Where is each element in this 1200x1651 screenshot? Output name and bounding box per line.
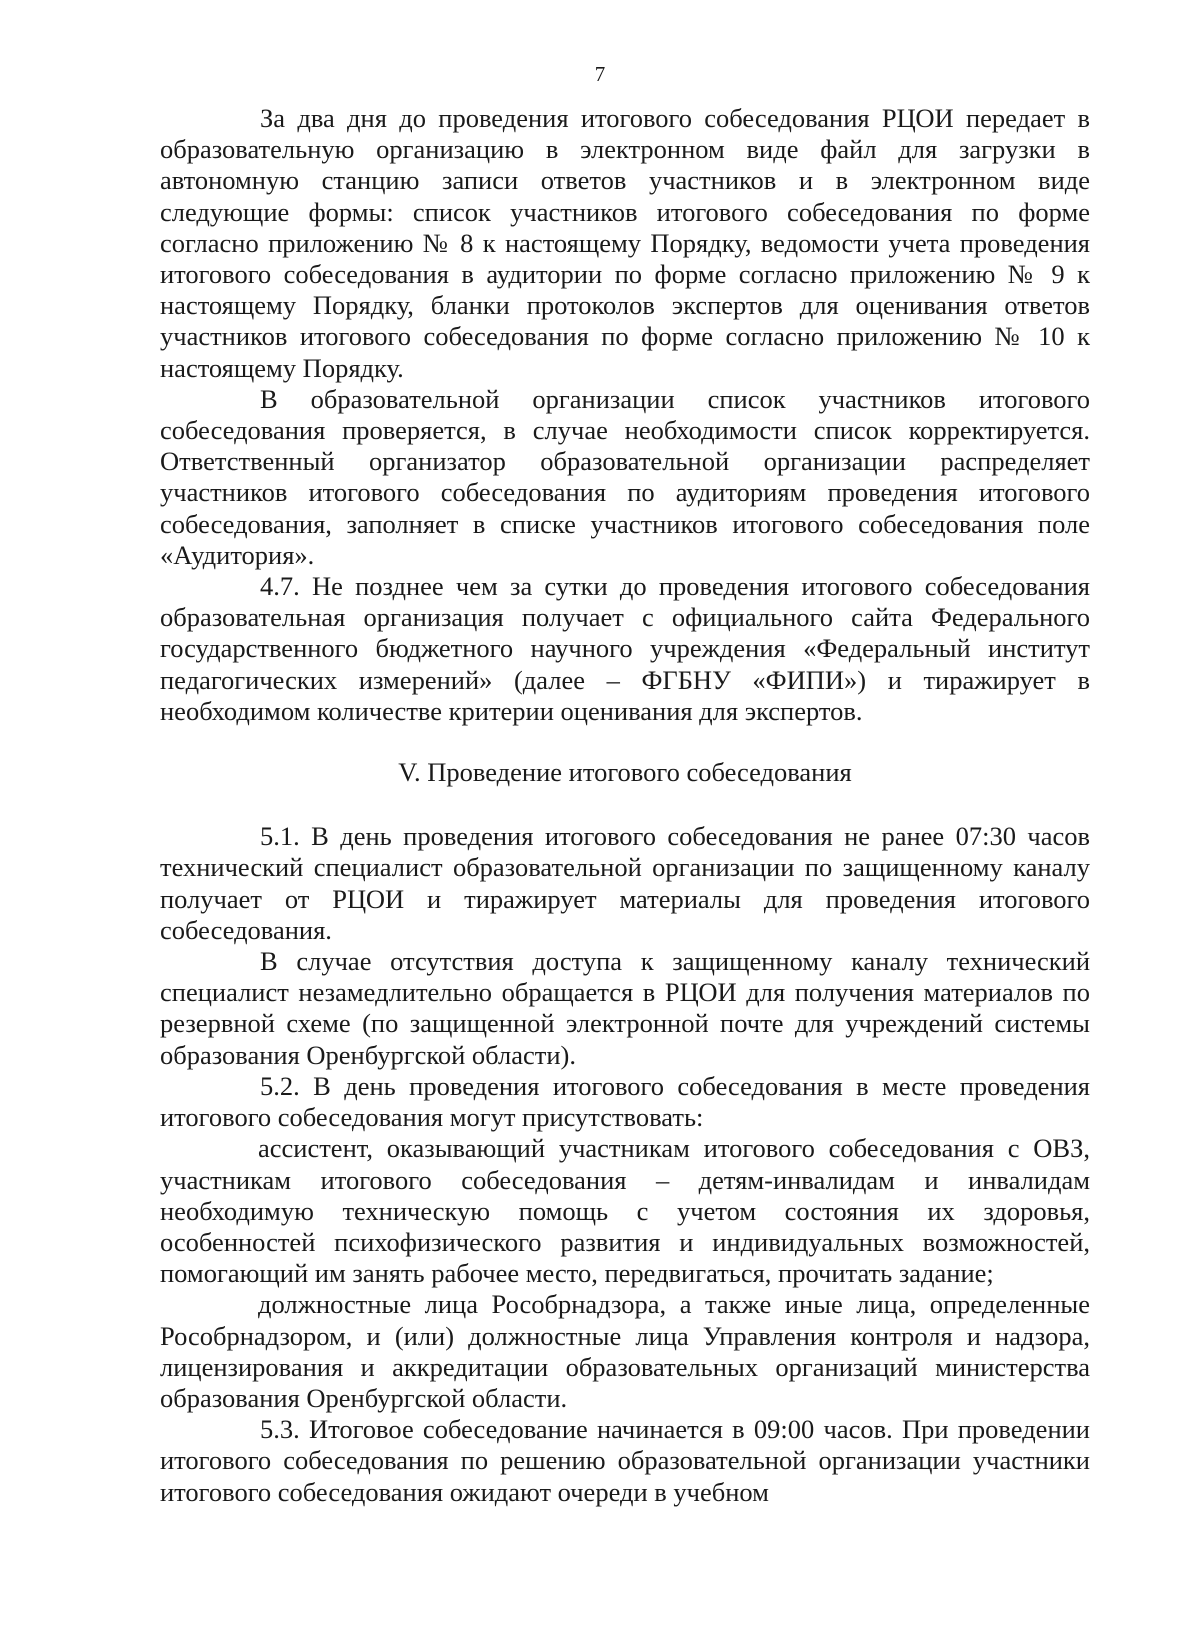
paragraph-5-3-start-time: 5.3. Итоговое собеседование начинается в 09:00 часов. При проведении итогового собеседования по решению образовательной организации участники итогового собеседования ожидают очереди в учебном [160,1414,1090,1507]
page-number: 7 [594,62,606,86]
document-body [160,103,1090,1508]
list-item-assistant: ассистент, оказывающий участникам итогового собеседования с ОВЗ, участникам итогового собеседования – детям-инвалидам и инвалидам необходимую техническую помощь с учетом состояния их здоровья, особенностей психофизического развития и индивидуальных возможностей, помогающий им занять рабочее место, передвигаться, прочитать задание; [160,1133,1090,1289]
list-item-officials: должностные лица Рособрнадзора, а также иные лица, определенные Рособрнадзором, и (или) должностные лица Управления контроля и надзора, лицензирования и аккредитации образовательных организаций министерства образования Оренбургской области. [160,1289,1090,1413]
section-heading: V. Проведение итогового собеседования [398,757,852,788]
paragraph-5-2-attendees: 5.2. В день проведения итогового собеседования в месте проведения итогового собеседования могут присутствовать: [160,1070,1090,1133]
paragraph-4-7-criteria: 4.7. Не позднее чем за сутки до проведения итогового собеседования образовательная организация получает с официального сайта Федерального государственного бюджетного научного учреждения «Федеральный институт педагогических измерений» (далее – ФГБНУ «ФИПИ») и тиражирует в необходимом количестве критерии оценивания для экспертов. [160,571,1090,726]
paragraph-reserve-scheme: В случае отсутствия доступа к защищенному каналу технический специалист незамедлительно обращается в РЦОИ для получения материалов по резервной схеме (по защищенной электронной почте для учреждений системы образования Оренбургской области). [160,946,1090,1070]
paragraph-participant-list-check: В образовательной организации список участников итогового собеседования проверяется, в случае необходимости список корректируется. Ответственный организатор образовательной организации распределяет участников итогового собеседования по аудиториям проведения итогового собеседования, заполняет в списке участников итогового собеседования поле «Аудитория». [160,383,1090,570]
paragraph-5-1-materials: 5.1. В день проведения итогового собеседования не ранее 07:30 часов технический специалист образовательной организации по защищенному каналу получает от РЦОИ и тиражирует материалы для проведения итогового собеседования. [160,821,1090,945]
paragraph-forms-transfer: За два дня до проведения итогового собеседования РЦОИ передает в образовательную организацию в электронном виде файл для загрузки в автономную станцию записи ответов участников и в электронном виде следующие формы: список участников итогового собеседования по форме согласно приложению № 8 к настоящему Порядку, ведомости учета проведения итогового собеседования в аудитории по форме согласно приложению № 9 к настоящему Порядку, бланки протоколов экспертов для оценивания ответов участников итогового собеседования по форме согласно приложению № 10 к настоящему Порядку. [160,103,1090,383]
